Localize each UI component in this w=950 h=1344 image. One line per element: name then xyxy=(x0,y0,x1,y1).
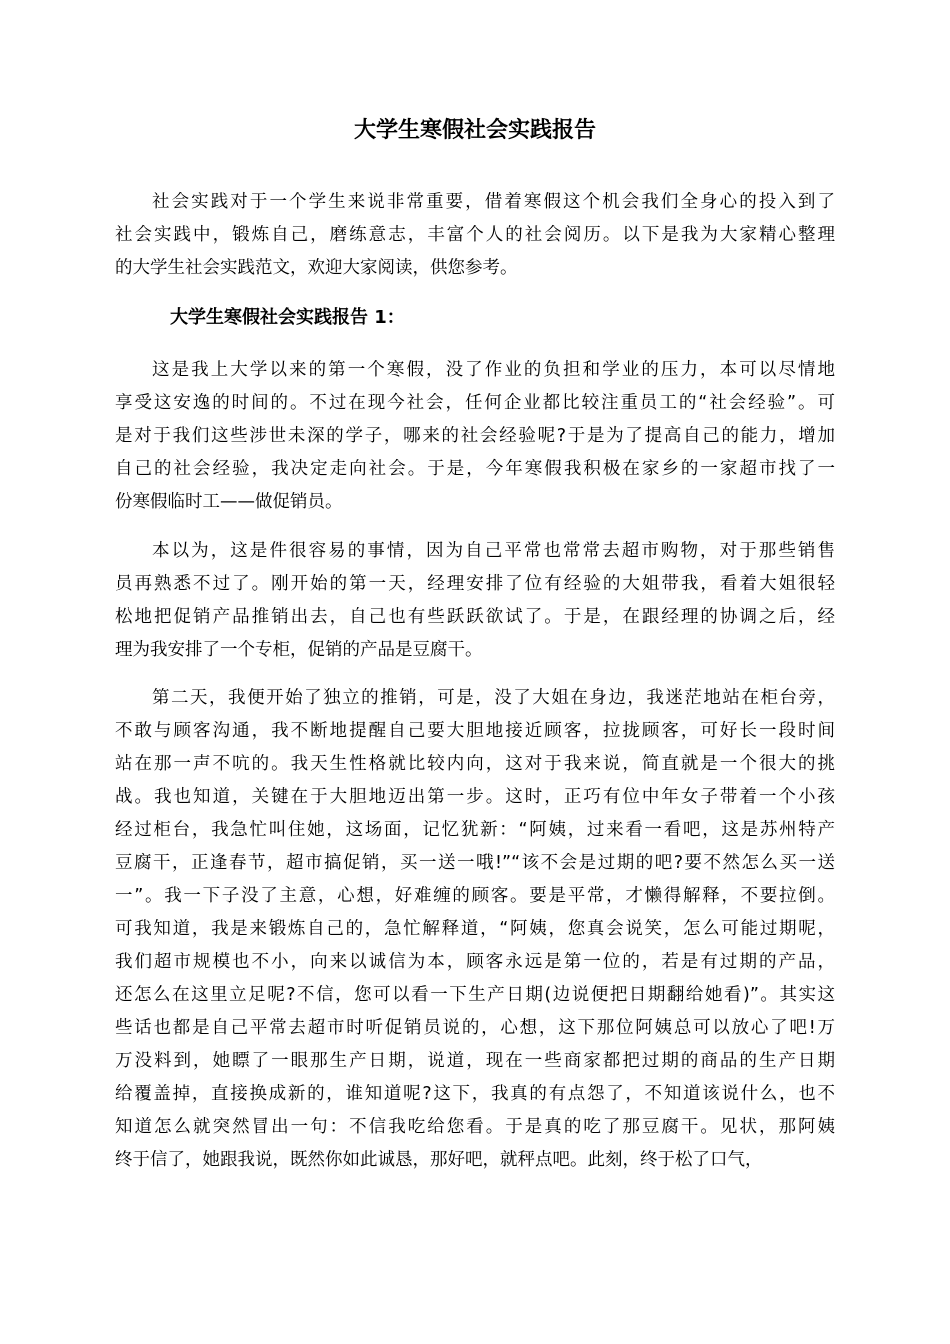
text-line: 万没料到，她瞟了一眼那生产日期，说道，现在一些商家都把过期的商品的生产日期 xyxy=(115,1051,835,1071)
text-line: 份寒假临时工——做促销员。 xyxy=(115,492,343,512)
text-line: 还怎么在这里立足呢?不信，您可以看一下生产日期(边说便把日期翻给她看)”。其实这 xyxy=(115,985,835,1005)
text-line: 享受这安逸的时间的。不过在现今社会，任何企业都比较注重员工的“社会经验”。可 xyxy=(115,393,835,413)
body-paragraph-1 xyxy=(115,354,835,519)
text-line: 松地把促销产品推销出去，自己也有些跃跃欲试了。于是，在跟经理的协调之后，经 xyxy=(115,607,835,627)
text-line: 是对于我们这些涉世未深的学子，哪来的社会经验呢?于是为了提高自己的能力，增加 xyxy=(115,426,835,446)
text-line: 可我知道，我是来锻炼自己的，急忙解释道，“阿姨，您真会说笑，怎么可能过期呢， xyxy=(115,919,835,939)
text-line: 给覆盖掉，直接换成新的，谁知道呢?这下，我真的有点怨了，不知道该说什么，也不 xyxy=(115,1084,835,1104)
text-line: 些话也都是自己平常去超市时听促销员说的，心想，这下那位阿姨总可以放心了吧!万 xyxy=(115,1018,835,1038)
text-line: 社会实践对于一个学生来说非常重要，借着寒假这个机会我们全身心的投入到了 xyxy=(152,192,835,212)
text-line: 一”。我一下子没了主意，心想，好难缠的顾客。要是平常，才懒得解释，不要拉倒。 xyxy=(115,886,835,906)
text-line: 我们超市规模也不小，向来以诚信为本，顾客永远是第一位的，若是有过期的产品， xyxy=(115,952,835,972)
text-line: 第二天，我便开始了独立的推销，可是，没了大姐在身边，我迷茫地站在柜台旁， xyxy=(152,688,835,708)
text-line: 豆腐干，正逢春节，超市搞促销，买一送一哦!”“该不会是过期的吧?要不然怎么买一送 xyxy=(115,853,835,873)
text-line: 社会实践中，锻炼自己，磨练意志，丰富个人的社会阅历。以下是我为大家精心整理 xyxy=(115,225,835,245)
text-line: 员再熟悉不过了。刚开始的第一天，经理安排了位有经验的大姐带我，看着大姐很轻 xyxy=(115,574,835,594)
text-line: 自己的社会经验，我决定走向社会。于是，今年寒假我积极在家乡的一家超市找了一 xyxy=(115,459,835,479)
section-heading: 大学生寒假社会实践报告 1： xyxy=(170,307,405,328)
text-line: 知道怎么就突然冒出一句：不信我吃给您看。于是真的吃了那豆腐干。见状，那阿姨 xyxy=(115,1117,835,1137)
text-line: 的大学生社会实践范文，欢迎大家阅读，供您参考。 xyxy=(115,258,518,278)
text-line: 终于信了，她跟我说，既然你如此诚恳，那好吧，就秤点吧。此刻，终于松了口气， xyxy=(115,1150,763,1170)
body-paragraph-2 xyxy=(115,535,835,667)
text-line: 站在那一声不吭的。我天生性格就比较内向，这对于我来说，简直就是一个很大的挑 xyxy=(115,754,835,774)
intro-paragraph xyxy=(115,186,835,285)
body-paragraph-3 xyxy=(115,682,835,1177)
text-line: 不敢与顾客沟通，我不断地提醒自己要大胆地接近顾客，拉拢顾客，可好长一段时间 xyxy=(115,721,835,741)
text-line: 本以为，这是件很容易的事情，因为自己平常也常常去超市购物，对于那些销售 xyxy=(152,541,835,561)
text-line: 经过柜台，我急忙叫住她，这场面，记忆犹新：“阿姨，过来看一看吧，这是苏州特产 xyxy=(115,820,835,840)
document-title: 大学生寒假社会实践报告 xyxy=(353,118,596,143)
text-line: 这是我上大学以来的第一个寒假，没了作业的负担和学业的压力，本可以尽情地 xyxy=(152,360,835,380)
text-line: 理为我安排了一个专柜，促销的产品是豆腐干。 xyxy=(115,640,483,660)
text-line: 战。我也知道，关键在于大胆地迈出第一步。这时，正巧有位中年女子带着一个小孩 xyxy=(115,787,835,807)
